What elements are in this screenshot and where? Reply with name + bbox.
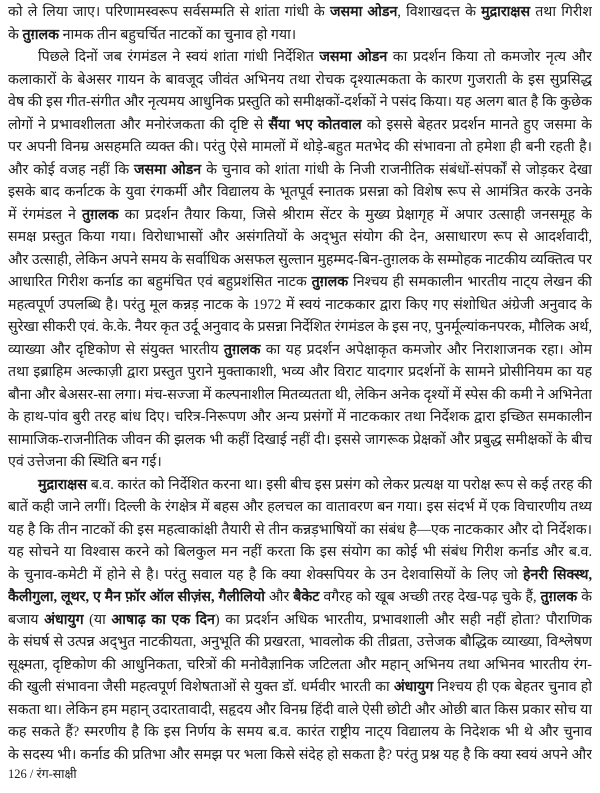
bold-title: तुग़लक bbox=[223, 341, 261, 358]
text-line bbox=[8, 181, 592, 204]
bold-title: अंधायुग bbox=[393, 679, 434, 695]
text-run: के संघर्ष से उत्पन्न अद्‌भुत नाटकीयता, अनुभूति की प्रखरता, भावलोक की तीव्रता, उत्तेजक बौद्धिक व्याख्या, विश्लेषण bbox=[8, 634, 592, 650]
text-line bbox=[8, 204, 592, 227]
text-line bbox=[8, 474, 592, 497]
text-run: के चुनाव को शांता गांधी के निजी राजनीतिक संबंधों-संपर्कों से जोड़कर देखा bbox=[206, 161, 592, 178]
bold-title: मुद्राराक्षस bbox=[38, 476, 87, 493]
text-line bbox=[8, 69, 592, 92]
bold-title: अंधायुग bbox=[44, 611, 84, 628]
text-line bbox=[8, 496, 592, 519]
page-footer: 126 / रंग-साक्षी bbox=[8, 767, 77, 781]
text-run: सुरेखा सीकरी एवं. के.के. नैयर कृत उर्दू अनुवाद के प्रसन्ना निर्देशित रंगमंडल के इस नए, पुनर्मूल्यांकनपरक, मौलिक अर्थ, bbox=[8, 319, 592, 335]
text-run: , विशाखदत्त के bbox=[397, 4, 482, 20]
bold-title: आषाढ़ का एक दिन bbox=[111, 611, 215, 628]
text-run: के सदस्य भी। कर्नाड की प्रतिभा और समझ पर भला किसे संदेह हो सकता है? परंतु प्रश्न यह है कि क्या स्वयं अपने और bbox=[8, 746, 592, 763]
bold-title: तुग़लक bbox=[540, 589, 578, 605]
text-run: तथा गिरीश bbox=[535, 4, 592, 20]
text-line bbox=[8, 294, 592, 317]
text-line bbox=[8, 384, 592, 407]
text-line bbox=[8, 676, 592, 699]
text-run: लोगों ने प्रभावशीलता और मनोरंजकता की दृष्टि से bbox=[8, 116, 269, 133]
bold-title: हेनरी सिक्स्थ, bbox=[523, 566, 592, 583]
text-run: पर अपनी विनम्र असहमति व्यक्त की। परंतु ऐसे मामलों में थोड़े-बहुत मतभेद की संभावना तो हमेशा ही बनी रहती है। bbox=[8, 139, 592, 155]
text-line bbox=[8, 271, 592, 294]
text-run: की खुली संभावना जैसी महत्वपूर्ण विशेषताओं से युक्त डॉ. धर्मवीर भारती का bbox=[8, 679, 394, 695]
text-line bbox=[8, 226, 592, 249]
text-run: निश्चय ही एक बेहतर चुनाव हो bbox=[433, 679, 592, 695]
text-run: में रंगमंडल ने bbox=[8, 206, 82, 223]
text-run: सूक्ष्मता, दृष्टिकोण की आधुनिकता, चरित्रों की मनोवैज्ञानिक जटिलता और महान् अभिनय तथा अभिनव भारतीय रंग- bbox=[8, 656, 592, 673]
text-run: निश्चय ही समकालीन भारतीय नाट्‌य लेखन की bbox=[353, 274, 592, 290]
text-run: और कोई वजह नहीं कि bbox=[8, 161, 135, 178]
text-run: बातें कही जाने लगीं। दिल्ली के रंगक्षेत्र में बहस और हलचल का वातावरण बन गया। इस संदर्भ में एक विचारणीय तथ्य bbox=[8, 499, 592, 515]
text-run: ) का प्रदर्शन अधिक भारतीय, प्रभावशाली और सही नहीं होता? पौराणिक bbox=[214, 611, 592, 628]
text-run: व्याख्या और दृष्टिकोण से संयुक्त भारतीय bbox=[8, 341, 224, 358]
bold-title: बैकेट bbox=[293, 589, 320, 605]
text-line bbox=[8, 586, 592, 609]
text-line bbox=[8, 429, 592, 452]
text-run: कलाकारों के बेअसर गायन के बावजूद जीवंत अभिनय तथा रोचक दृश्यात्मकता के कारण गुजराती के इस सुप्रसिद्ध bbox=[8, 71, 592, 88]
bold-title: जसमा ओडन bbox=[134, 161, 202, 178]
bold-title: तुग़लक bbox=[311, 274, 349, 290]
text-line bbox=[8, 519, 592, 542]
text-run: वेष की इस गीत-संगीत और नृत्यमय आधुनिक प्रस्तुति को समीक्षकों-दर्शकों ने पसंद किया। यह अलग बात है कि कुछेक bbox=[8, 94, 592, 110]
text-run: महत्वपूर्ण उपलब्धि है। परंतु मूल कन्नड़ नाटक के 1972 में स्वयं नाटककार द्वारा किए गए संशोधित अंग्रेजी अनुवाद के bbox=[8, 296, 592, 313]
text-line bbox=[8, 699, 592, 722]
text-run: तथा इब्राहिम अल्काज़ी द्वारा प्रस्तुत पुराने मुक्ताकाशी, भव्य और विराट यादगार प्रदर्शनों के सामने प्रोसीनियम का यह bbox=[8, 364, 592, 380]
text-run: आधारित गिरीश कर्नाड का बहुमंचित एवं बहुप्रशंसित नाटक bbox=[8, 274, 312, 290]
text-line bbox=[8, 406, 592, 429]
text-run: एवं उत्तेजना की स्थिति बन गई। bbox=[8, 454, 162, 470]
bold-title: कैलीगुला, लूथर, ए मैन फ़ॉर ऑल सीज़ंस, गैलीलियो bbox=[8, 589, 265, 605]
text-run: वगैरह को खूब अच्छी तरह देख-पढ़ चुके हैं, bbox=[319, 589, 541, 605]
text-run: सकता था। लेकिन हम महान् उदारतावादी, सहृदय और विनम्र हिंदी वाले ऐसी छोटी और ओछी बात किस प्रकार सोच या bbox=[8, 701, 592, 718]
text-line bbox=[8, 249, 592, 272]
text-line bbox=[8, 159, 592, 182]
text-run: यह सोचने या विश्वास करने को बिलकुल मन नहीं करता कि इस संयोग का कोई भी संबंध गिरीश कर्नाड और ब.व. bbox=[8, 544, 592, 560]
text-run: का प्रदर्शन तैयार किया, जिसे श्रीराम सेंटर के मुख्य प्रेक्षागृह में अपार उत्साही जनसमूह के bbox=[118, 206, 592, 223]
body-text bbox=[8, 1, 592, 766]
text-run: समक्ष प्रस्तुत किया गया। विरोधाभासों और असंगतियों के अद्‌भुत संयोग की देन, असाधारण रूप से आदर्शवादी, bbox=[8, 229, 592, 245]
text-line bbox=[8, 564, 592, 587]
text-run: के bbox=[577, 589, 592, 605]
text-run: और उत्साही, लेकिन अपने समय के सर्वाधिक असफल सुल्तान मुहम्मद-बिन-तुग़लक के सम्मोहक नाटकीय व्यक्तित्व पर bbox=[8, 251, 592, 268]
text-line bbox=[8, 339, 592, 362]
text-line bbox=[8, 316, 592, 339]
bold-title: जसमा ओडन bbox=[319, 49, 388, 65]
text-run: कह सकते हैं? स्मरणीय है कि इस निर्णय के समय ब.व. कारंत राष्ट्रीय नाट्‌य विद्यालय के निदेशक भी थे और चुनाव bbox=[8, 724, 592, 740]
text-run: और bbox=[264, 589, 294, 605]
text-line bbox=[8, 609, 592, 632]
bold-title: मुद्राराक्षस bbox=[481, 4, 531, 20]
bold-title: तुग़लक bbox=[22, 26, 60, 43]
text-run: को ले लिया जाए। परिणामस्वरूप सर्वसम्मति से शांता गांधी के bbox=[8, 4, 330, 20]
text-line bbox=[8, 136, 592, 159]
text-run: बौना और बेअसर-सा लगा। मंच-सज्जा में कल्पनाशील मितव्यतता थी, लेकिन अनेक दृश्यों में स्पेस की कमी ने अभिनेता bbox=[8, 386, 592, 403]
text-run: के bbox=[8, 26, 23, 43]
text-run: के चुनाव-कमेटी में होने से है। परंतु सवाल यह है कि क्या शेक्सपियर के उन देशवासियों के लिए जो bbox=[8, 566, 524, 583]
text-line bbox=[8, 114, 592, 137]
text-run: का यह प्रदर्शन अपेक्षाकृत कमजोर और निराशाजनक रहा। ओम bbox=[265, 341, 592, 358]
bold-title: जसमा ओडन bbox=[329, 4, 398, 20]
text-line bbox=[8, 654, 592, 677]
text-line bbox=[8, 361, 592, 384]
text-run: सामाजिक-राजनीतिक जीवन की झलक भी कहीं दिखाई नहीं दी। इससे जागरूक प्रेक्षकों और प्रबुद्ध समीक्षकों के बीच bbox=[8, 431, 592, 448]
text-run: पिछले दिनों जब रंगमंडल ने स्वयं शांता गांधी निर्देशित bbox=[38, 49, 320, 65]
text-line bbox=[8, 451, 592, 474]
text-run: ब.व. कारंत को निर्देशित करना था। इसी बीच इस प्रसंग को लेकर प्रत्यक्ष या परोक्ष रूप से कई तरह की bbox=[86, 476, 592, 493]
text-line bbox=[8, 91, 592, 114]
text-run: इसके बाद कर्नाटक के युवा रंगकर्मी और विद्यालय के भूतपूर्व स्नातक प्रसन्ना को विशेष रूप से आमंत्रित करके उनके bbox=[8, 184, 592, 200]
text-line bbox=[8, 46, 592, 69]
text-line bbox=[8, 744, 592, 767]
text-line bbox=[8, 721, 592, 744]
text-run: के हाथ-पांव बुरी तरह बांध दिए। चरित्र-निरूपण और अन्य प्रसंगों में नाटककार तथा निर्देशक द्वारा इच्छित समकालीन bbox=[8, 409, 592, 425]
text-run: नामक तीन बहुचर्चित नाटकों का चुनाव हो गया। bbox=[59, 26, 297, 43]
text-run: यह है कि तीन नाटकों की इस महत्वाकांक्षी तैयारी से तीन कन्नड़भाषियों का संबंध है—एक नाटककार और दो निर्देशक। bbox=[8, 521, 592, 538]
text-line bbox=[8, 541, 592, 564]
text-run: का प्रदर्शन किया तो कमजोर नृत्य और bbox=[392, 49, 592, 65]
text-line bbox=[8, 631, 592, 654]
bold-title: तुग़लक bbox=[81, 206, 119, 223]
text-run: को इससे बेहतर प्रदर्शन मानते हुए जसमा के bbox=[366, 116, 592, 133]
text-run: बजाय bbox=[8, 611, 45, 628]
text-line bbox=[8, 24, 592, 47]
text-run: (या bbox=[83, 611, 112, 628]
text-line bbox=[8, 1, 592, 24]
bold-title: सैंया भए कोतवाल bbox=[268, 116, 362, 133]
